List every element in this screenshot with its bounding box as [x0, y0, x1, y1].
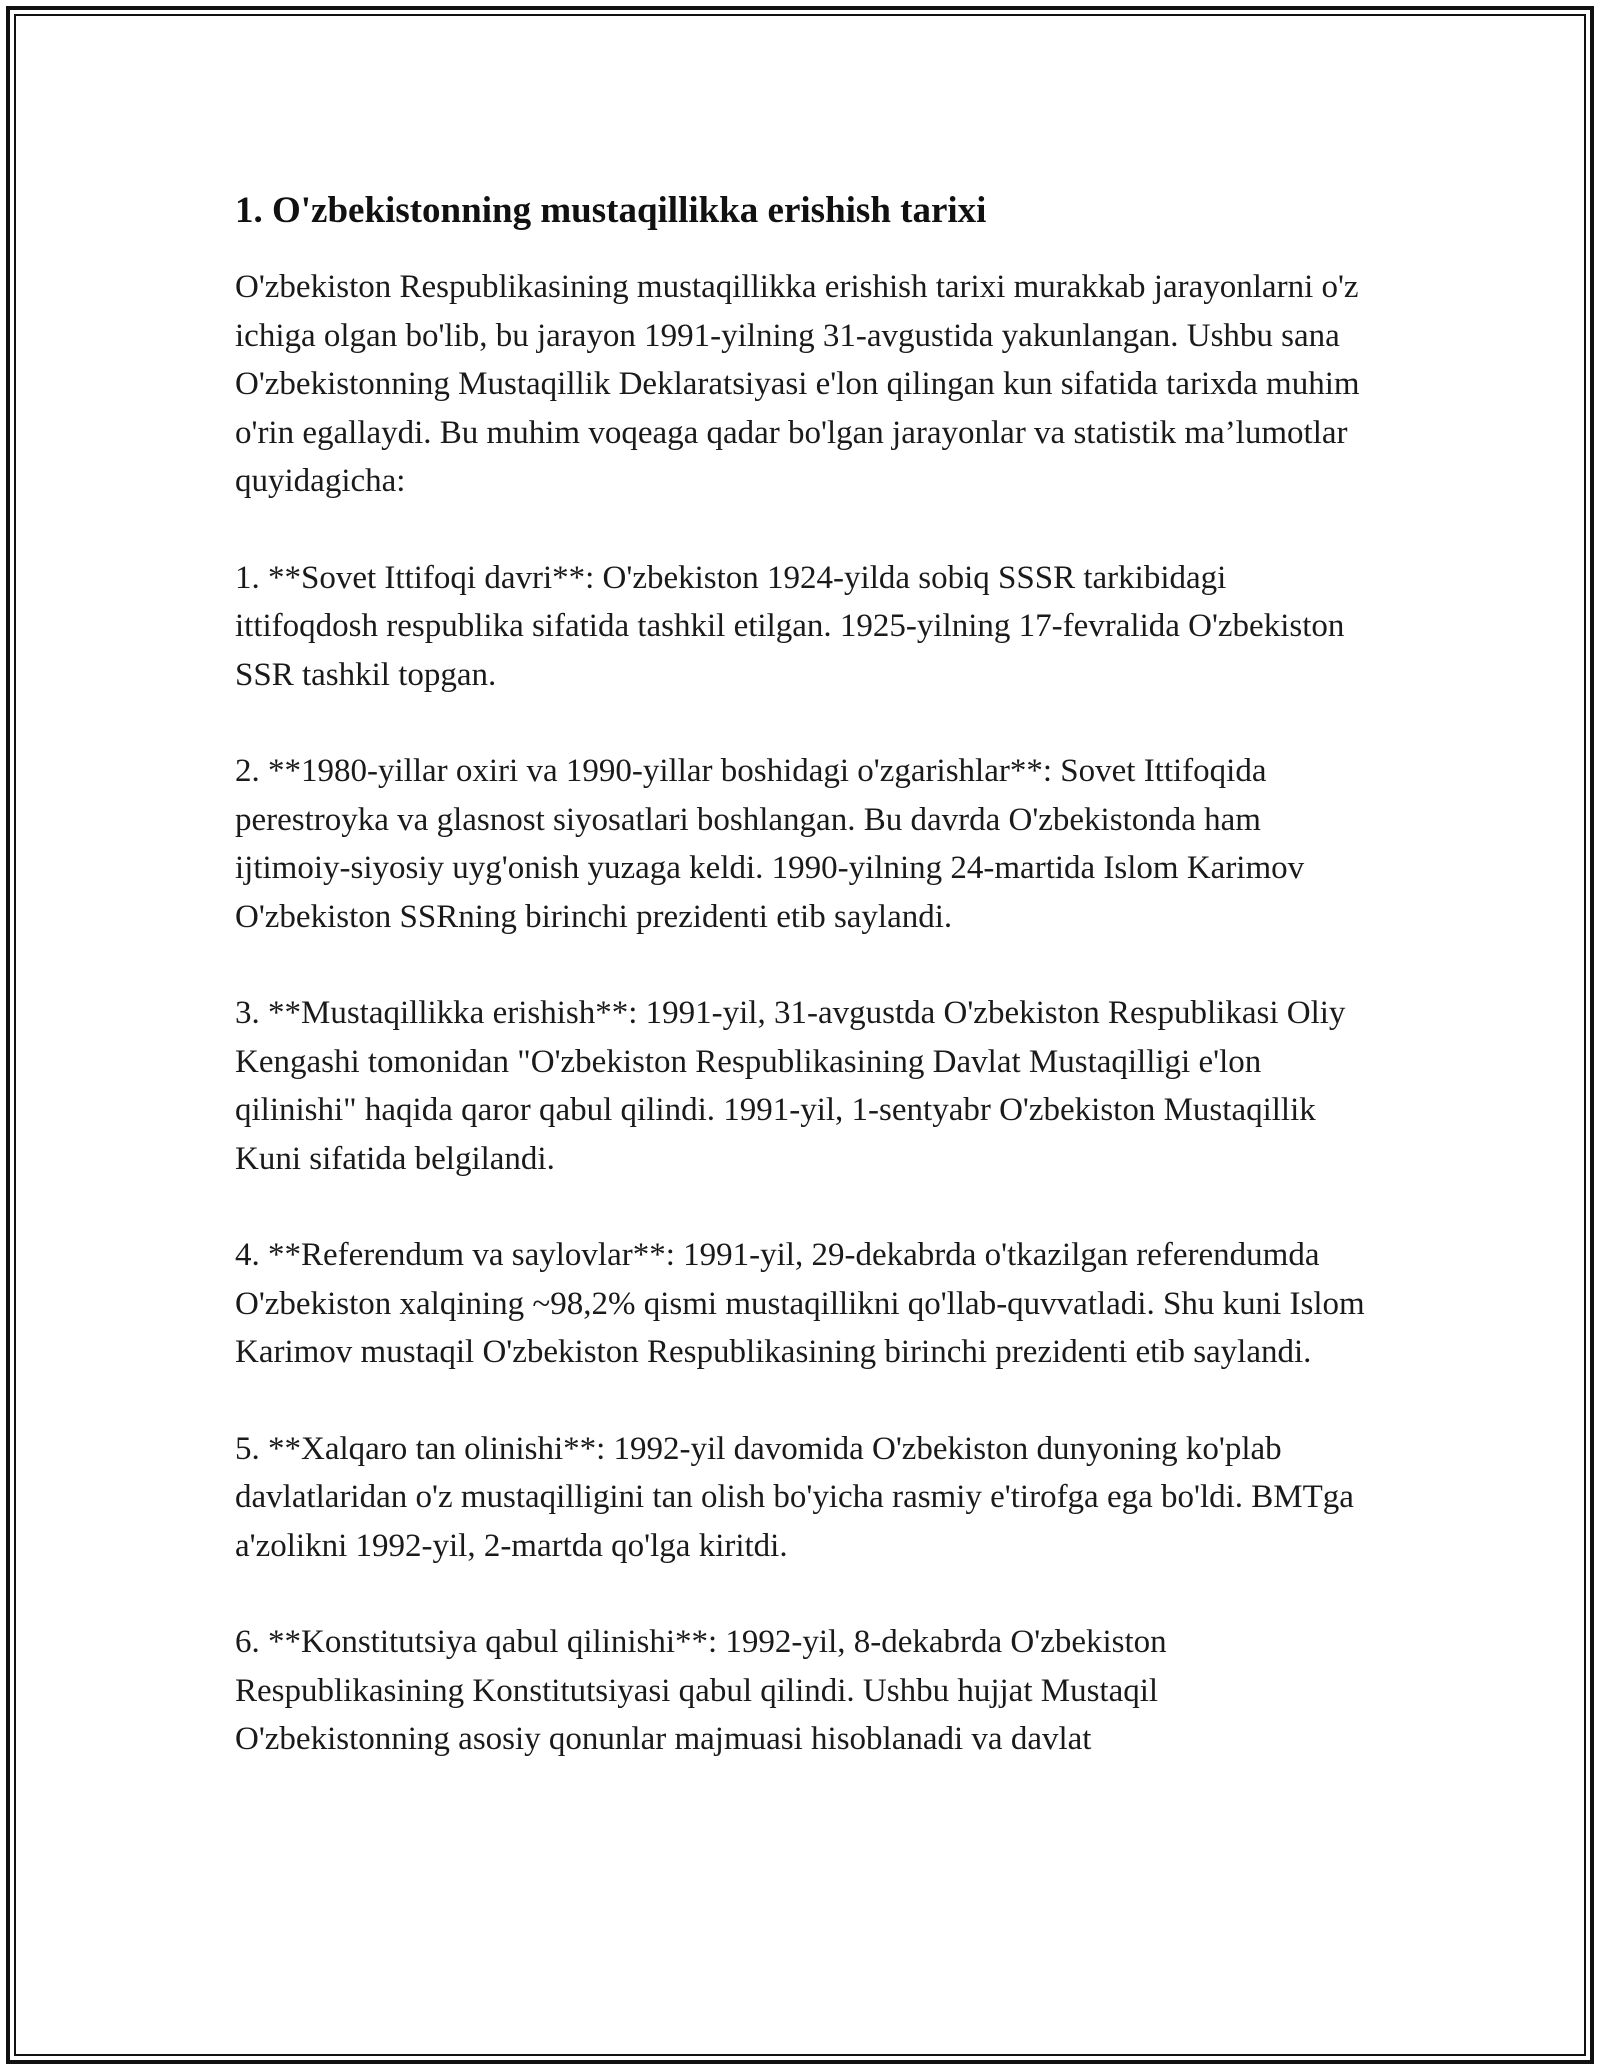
- list-item-constitution: 6. **Konstitutsiya qabul qilinishi**: 1992-yil, 8-dekabrda O'zbekiston Respublikasining Konstitutsiyasi qabul qilindi. Ushbu hujjat Mustaqil O'zbekistonning asosiy qonunlar majmuasi hisoblanadi va davlat: [235, 1624, 1167, 1757]
- list-item-soviet-period: 1. **Sovet Ittifoqi davri**: O'zbekiston 1924-yilda sobiq SSSR tarkibidagi ittifoqdosh respublika sifatida tashkil etilgan. 1925-yilning 17-fevralida O'zbekiston SSR tashkil topgan.: [235, 559, 1345, 693]
- document-title: 1. O'zbekistonning mustaqillikka erishish tarixi: [235, 190, 987, 231]
- intro-paragraph: O'zbekiston Respublikasining mustaqillikka erishish tarixi murakkab jarayonlarni o'z ichiga olgan bo'lib, bu jarayon 1991-yilning 31-avgustida yakunlangan. Ushbu sana O'zbekistonning Mustaqillik Deklaratsiyasi e'lon qilingan kun sifatida tarixda muhim o'rin egallaydi. Bu muhim voqeaga qadar bo'lgan jarayonlar va statistik ma’lumotlar quyidagicha:: [235, 269, 1360, 499]
- list-item-independence: 3. **Mustaqillikka erishish**: 1991-yil, 31-avgustda O'zbekiston Respublikasi Oliy Kengashi tomonidan "O'zbekiston Respublikasining Davlat Mustaqilligi e'lon qilinishi" haqida qaror qabul qilindi. 1991-yil, 1-sentyabr O'zbekiston Mustaqillik Kuni sifatida belgilandi.: [235, 995, 1346, 1177]
- list-item-referendum-elections: 4. **Referendum va saylovlar**: 1991-yil, 29-dekabrda o'tkazilgan referendumda O'zbekiston xalqining ~98,2% qismi mustaqillikni qo'llab-quvvatladi. Shu kuni Islom Karimov mustaqil O'zbekiston Respublikasining birinchi prezidenti etib saylandi.: [235, 1237, 1365, 1370]
- list-item-international-recognition: 5. **Xalqaro tan olinishi**: 1992-yil davomida O'zbekiston dunyoning ko'plab davlatlaridan o'z mustaqilligini tan olish bo'yicha rasmiy e'tirofga ega bo'ldi. BMTga a'zolikni 1992-yil, 2-martda qo'lga kiritdi.: [235, 1430, 1354, 1564]
- list-item-perestroika-changes: 2. **1980-yillar oxiri va 1990-yillar boshidagi o'zgarishlar**: Sovet Ittifoqida perestroyka va glasnost siyosatlari boshlangan. Bu davrda O'zbekistonda ham ijtimoiy-siyosiy uyg'onish yuzaga keldi. 1990-yilning 24-martida Islom Karimov O'zbekiston SSRning birinchi prezidenti etib saylandi.: [235, 753, 1305, 935]
- document-body: [235, 185, 1375, 1812]
